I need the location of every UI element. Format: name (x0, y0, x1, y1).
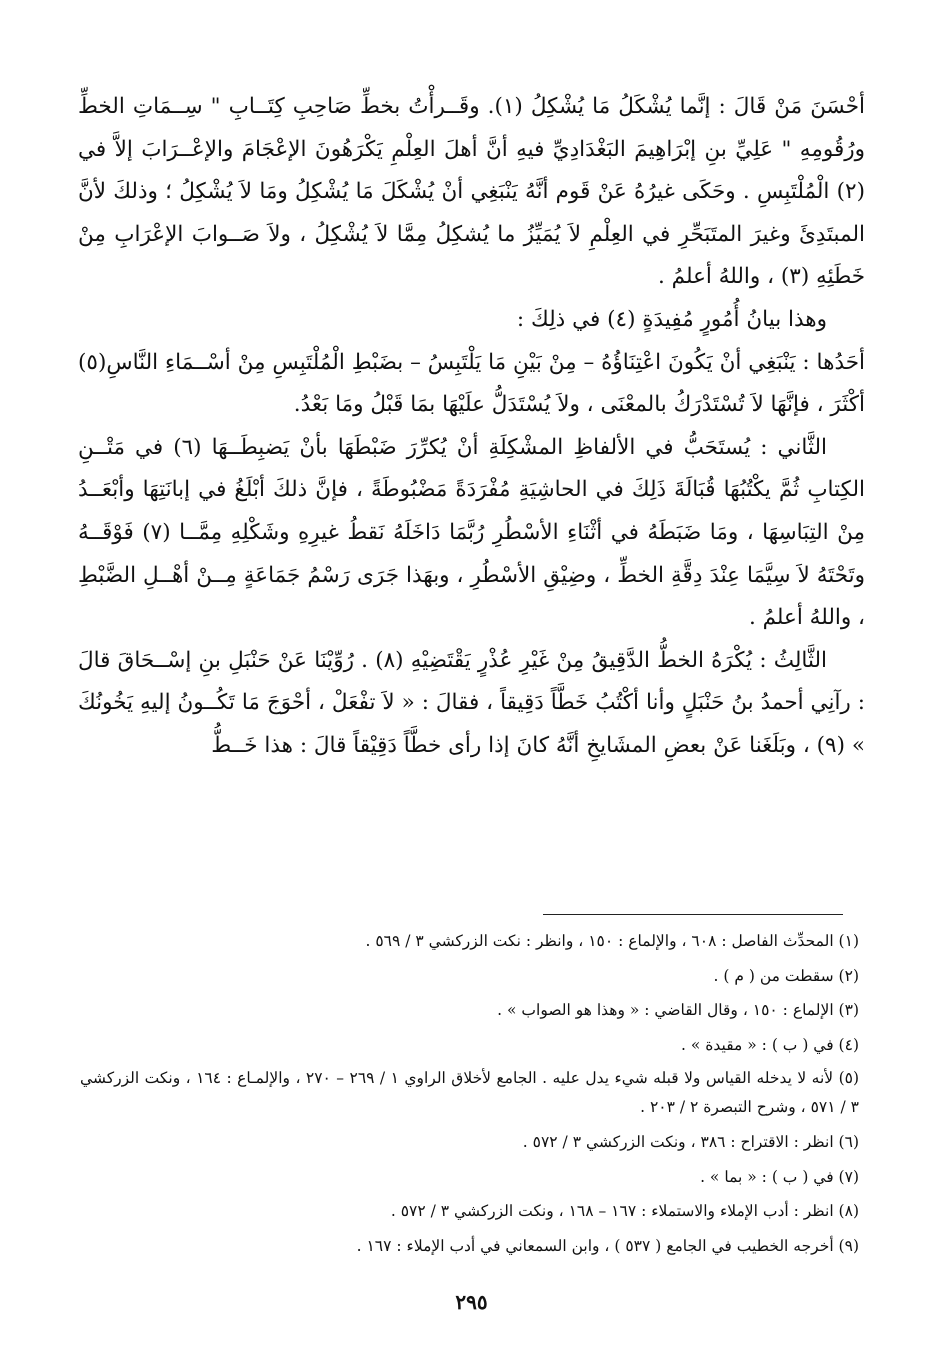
footnote-3: (٣) الإلماع : ١٥٠ ، وقال القاضي : « وهذا هو الصواب » . (497, 1001, 859, 1019)
paragraph-statement: وهذا بيانُ أُمُورٍ مُفِيدَةٍ (٤) في ذلِكَ : (516, 306, 827, 332)
footnote-5: (٥) لأنه لا يدخله القياس ولا قبله شيء يدل عليه . الجامع لأخلاق الراوي ١ / ٢٦٩ – ٢٧٠ ، والإلمـاع : ١٦٤ ، ونكت الزركشي ٣ / ٥٧١ ، وشرح التبصرة ٢ / ٢٠٣ . (80, 1069, 860, 1116)
footnote-7: (٧) في ( ب ) : « بما » . (700, 1167, 859, 1186)
footnote-2: (٢) سقطت من ( م ) . (713, 966, 859, 985)
paragraph-second-point: الثَّاني : يُستَحَبُّ في الألفاظِ المشْكِلَةِ أنْ يُكرِّرَ ضَبْطَهَا بأنْ يَضبِطَــهَا (٦) في مَتْــنِ الكِتابِ ثُمَّ يكْتُبُهَا قُبَالَةَ ذَلِكَ في الحاشِيَةِ مُفْرَدَةً مَضْبُوطَةً ، فإنَّ ذلكَ أبْلَغُ في إبانَتِهَا وأبْعَــدُ مِنْ التِبَاسِهَا ، ومَا ضَبَطَهُ في أثْنَاءِ الأسْطُرِ رُبَّمَا دَاخَلَهُ نَقطُ غيرِهِ وشَكْلِهِ مِمَّــا (٧) فَوْقَــهُ وتَحْتَهُ لاَ سِيَّمَا عِنْدَ دِقَّةِ الخطِّ ، وضِيْقِ الأسْطُرِ ، وبهَذا جَرَى رَسْمُ جَمَاعَةٍ مِــنْ أهْــلِ الضَّبْطِ ، واللهُ أعلمُ . (78, 434, 865, 631)
footnote-divider (543, 914, 843, 915)
paragraph-third-point: الثَّالِثُ : يُكْرَهُ الخطُّ الدَّقِيقُ مِنْ غَيْرِ عُذْرٍ يَقْتَضِيْهِ (٨) . رُوِّيْنَا عَنْ حَنْبَلِ بنِ إسْــحَاقَ قالَ : رآنِي أحمدُ بنُ حَنْبَلٍ وأنا أكْتُبُ خَطَّاً دَقِيقاً ، فقالَ : « لاَ تفْعَلْ ، أحْوَجَ مَا تَكُــونُ إليهِ يَخُونُكَ » (٩) ، وبَلَغَنا عَنْ بعضِ المشَايخِ أنَّهُ كانَ إذا رأى خطَّاً دَقِيْقاً قالَ : هذا خَــطُّ (78, 647, 865, 758)
footnotes (80, 924, 859, 1263)
paragraph-intro: أحْسَنَ مَنْ قَالَ : إنَّما يُشْكَلُ مَا يُشْكِلُ (١). وقَــرأْتُ بخطِّ صَاحِبِ كِتَــابِ " سِــمَاتِ الخطِّ ورُقُومِهِ " عَلِيِّ بنِ إبْرَاهِيمَ البَغْدَادِيِّ فيهِ أنَّ أهلَ العِلْمِ يَكْرَهُونَ الإعْجَامَ والإعْــرَابَ إلاَّ في (٢) الْمُلْتَبِسِ . وحَكَى غيرُهُ عَنْ قَوم أنَّهُ يَنْبَغِي أنْ يُشْكَلَ مَا يُشْكِلُ ومَا لاَ يُشْكِلُ ؛ وذلكَ لأنَّ المبتَدِئَ وغيرَ المتَبَحِّرِ في العِلْمِ لاَ يُمَيِّزُ ما يُشكِلُ مِمَّا لاَ يُشْكِلُ ، ولاَ صَــوابَ الإعْرَابِ مِنْ خَطَئِهِ (٣) ، واللهُ أعلمُ . (78, 94, 865, 290)
main-text-body (78, 86, 865, 768)
footnote-1: (١) المحدِّث الفاصل : ٦٠٨ ، والإلماع : ١٥٠ ، وانظر : نكت الزركشي ٣ / ٥٦٩ . (365, 932, 859, 950)
footnote-9: (٩) أخرجه الخطيب في الجامع ( ٥٣٧ ) ، وابن السمعاني في أدب الإملاء : ١٦٧ . (356, 1236, 859, 1255)
footnote-6: (٦) انظر : الاقتراح : ٣٨٦ ، ونكت الزركشي ٣ / ٥٧٢ . (522, 1133, 859, 1151)
footnote-4: (٤) في ( ب ) : « مقيدة » . (681, 1035, 859, 1054)
paragraph-first-point: أحَدُها : يَنْبَغِي أنْ يَكُونَ اعْتِنَاؤُهُ – مِنْ بَيْنِ مَا يَلْتَبِسُ – بضَبْطِ الْمُلْتَبِسِ مِنْ أسْــمَاءِ النَّاسِ(٥) أكْثَرَ ، فإنَّهَا لاَ تُسْتَدْرَكُ بالمعْنَى ، ولاَ يُسْتَدَلُّ علَيْهَا بمَا قَبْلُ ومَا بَعْدُ. (78, 349, 865, 418)
footnote-8: (٨) انظر : أدب الإملاء والاستملاء : ١٦٧ – ١٦٨ ، ونكت الزركشي ٣ / ٥٧٢ . (390, 1202, 859, 1220)
page-number: ٢٩٥ (455, 1290, 488, 1314)
